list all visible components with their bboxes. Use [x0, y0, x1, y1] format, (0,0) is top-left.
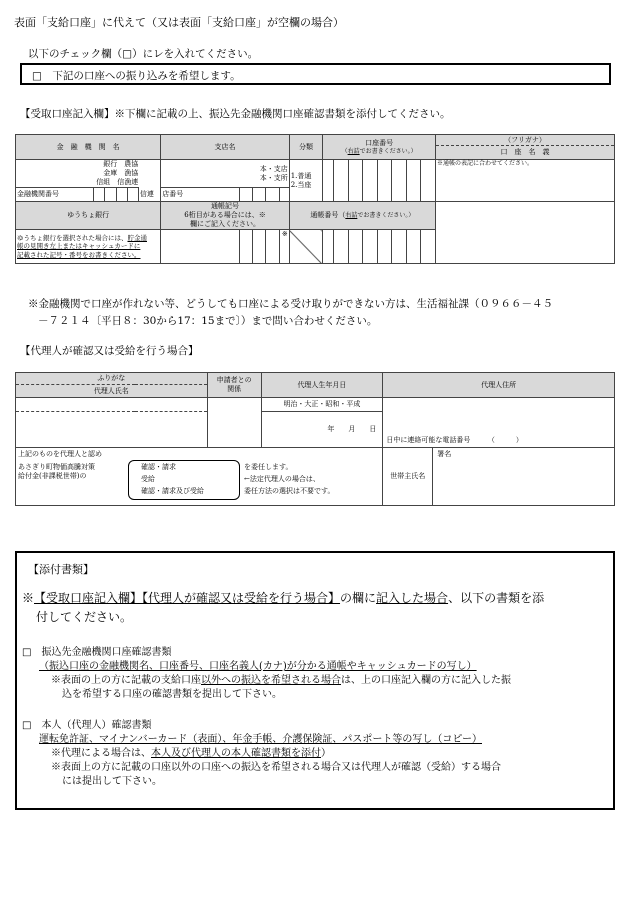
acct-digit[interactable]: [334, 160, 349, 202]
account-table: [15, 134, 615, 264]
yucho-header: ゆうちょ銀行: [16, 202, 161, 230]
phone-label: 日中に連絡可能な電話番号 （ ）: [386, 436, 523, 445]
bank-code-digit[interactable]: [94, 188, 105, 202]
attachments-box: [15, 551, 615, 810]
item2-detail: 運転免許証、マイナンバーカード（表面）、年金手帳、介護保険証、パスポート等の写し（コピー）: [39, 734, 482, 745]
birthdate-header: 代理人生年月日: [261, 373, 383, 398]
account-section-heading: 【受取口座記入欄】※下欄に記載の上、振込先金融機関口座確認書類を添付してください。: [20, 108, 451, 120]
yucho-note: ゆうちょ銀行を選択された場合には、貯金通 帳の見開き左上またはキャッシュカードに 記載された記号・番号をお書きください。: [16, 230, 161, 264]
birthdate-field[interactable]: 年 月 日: [261, 412, 383, 448]
agent-table: [15, 372, 615, 506]
holder-header: 口 座 名 義: [436, 146, 615, 160]
branch-code-digit[interactable]: [239, 188, 252, 202]
account-type-options[interactable]: 1.普通 2.当座: [289, 160, 323, 202]
entrust-text: を委任します。: [244, 463, 293, 471]
kana-header: （フリガナ）: [436, 135, 615, 146]
agent-name-header: 代理人氏名: [16, 385, 208, 398]
branch-code-digit[interactable]: [266, 188, 279, 202]
yucho-number-digit[interactable]: [392, 230, 407, 264]
branch-code-label: 店番号: [161, 188, 239, 202]
address-header: 代理人住所: [383, 373, 615, 398]
item2-note-3: には提出して下さい。: [62, 776, 162, 787]
furigana-header: ふりがな: [16, 373, 208, 385]
holder-note[interactable]: ※通帳の表記に合わせてください。: [436, 160, 615, 202]
acct-digit[interactable]: [392, 160, 407, 202]
yucho-number-header: 通帳番号（右詰でお書きください。）: [289, 202, 435, 230]
option-both[interactable]: 確認・請求及び受給: [141, 487, 204, 495]
yucho-symbol-digit[interactable]: [252, 230, 265, 264]
yucho-symbol-sixth[interactable]: ※: [279, 230, 289, 264]
agent-furigana-field[interactable]: [16, 398, 208, 412]
holder-name-field[interactable]: [436, 202, 615, 264]
branch-header: 支店名: [161, 135, 289, 160]
bank-types[interactable]: 銀行 農協 金庫 漁協 信組 信漁連: [16, 160, 161, 188]
bank-code-label: 金融機関番号: [16, 188, 94, 202]
agent-name-field[interactable]: [16, 412, 208, 448]
yucho-number-digit[interactable]: [406, 230, 421, 264]
legal-agent-note-2: 委任方法の選択は不要です。: [244, 487, 335, 495]
item1-note-2: 込を希望する口座の確認書類を提出して下さい。: [62, 689, 282, 700]
signature-field[interactable]: 署名: [433, 448, 615, 506]
notice-line-2: －７２１４〔平日８：30から17：15まで〕）まで問い合わせください。: [38, 315, 378, 327]
branch-code-digit[interactable]: [252, 188, 265, 202]
check-instruction: 以下のチェック欄（□）にレを入れてください。: [28, 48, 259, 60]
branch-types[interactable]: 本・支店 本・支所: [161, 160, 289, 188]
bank-name-header: 金 融 機 関 名: [16, 135, 161, 160]
transfer-request-checkbox-label[interactable]: □ 下記の口座への振り込みを希望します。: [32, 70, 241, 82]
acct-digit[interactable]: [421, 160, 436, 202]
page-title: 表面「支給口座」に代えて（又は表面「支給口座」が空欄の場合）: [14, 16, 344, 29]
bank-code-digit[interactable]: [105, 188, 116, 202]
delegation-cell: 上記のものを代理人と認め あさぎり町物価高騰対策 給付金(非課税世帯)の 確認・請求 受給 確認・請求及び受給 を委任します。 ←法定代理人の場合は、 委任方法の選択は不要です。: [16, 448, 383, 506]
relation-header: 申請者との 関係: [207, 373, 261, 398]
legal-agent-note: ←法定代理人の場合は、: [244, 475, 320, 483]
attachments-heading: 【添付書類】: [28, 563, 94, 576]
item2-note-1: ※代理による場合は、本人及び代理人の本人確認書類を添付）: [51, 748, 331, 759]
yucho-symbol-digit[interactable]: [266, 230, 279, 264]
yucho-number-digit[interactable]: [348, 230, 363, 264]
option-receive[interactable]: 受給: [141, 475, 155, 483]
relation-field[interactable]: [207, 398, 261, 448]
item1-note-1: ※表面の上の方に記載の支給口座以外への振込を希望される場合は、上の口座記入欄の方に記入した振: [51, 675, 511, 686]
item1-detail: （振込口座の金融機関名、口座番号、口座名義人(カナ)が分かる通帳やキャッシュカードの写し）: [39, 661, 477, 672]
attachments-lead-2: 付してください。: [36, 610, 133, 624]
bank-type-last: 信連: [138, 188, 160, 202]
item1-title[interactable]: □ 振込先金融機関口座確認書類: [22, 647, 172, 658]
householder-label: 世帯主氏名: [383, 448, 433, 506]
yucho-number-digit[interactable]: [323, 230, 334, 264]
bank-code-digit[interactable]: [127, 188, 138, 202]
yucho-number-digit[interactable]: [334, 230, 349, 264]
item2-note-2: ※表面上の方に記載の口座以外の口座への振込を希望される場合又は代理人が確認（受給）する場合: [51, 762, 501, 773]
attachments-lead-1: ※【受取口座記入欄】【代理人が確認又は受給を行う場合】の欄に記入した場合、以下の書類を添: [22, 591, 545, 605]
agent-section-heading: 【代理人が確認又は受給を行う場合】: [20, 345, 199, 357]
acct-digit[interactable]: [377, 160, 392, 202]
notice-line-1: ※金融機関で口座が作れない等、どうしても口座による受け取りができない方は、生活福祉課（０９６６－４５: [28, 298, 553, 310]
yucho-symbol-header: 通帳記号 6桁目がある場合には、※ 欄にご記入ください。: [161, 202, 289, 230]
acct-digit[interactable]: [348, 160, 363, 202]
transfer-request-box[interactable]: [20, 63, 611, 85]
bank-code-digit[interactable]: [116, 188, 127, 202]
yucho-slash-cell: [289, 230, 323, 264]
yucho-symbol-digit[interactable]: [161, 230, 239, 264]
acct-digit[interactable]: [323, 160, 334, 202]
yucho-number-digit[interactable]: [421, 230, 436, 264]
acct-digit[interactable]: [363, 160, 378, 202]
acct-digit[interactable]: [406, 160, 421, 202]
type-header: 分類: [289, 135, 323, 160]
yucho-number-digit[interactable]: [363, 230, 378, 264]
item2-title[interactable]: □ 本人（代理人）確認書類: [22, 720, 152, 731]
era-options[interactable]: 明治・大正・昭和・平成: [261, 398, 383, 412]
yucho-number-digit[interactable]: [377, 230, 392, 264]
address-field[interactable]: [383, 398, 615, 448]
option-confirm[interactable]: 確認・請求: [141, 463, 176, 471]
account-number-header: 口座番号 （右詰でお書きください。）: [323, 135, 436, 160]
yucho-symbol-digit[interactable]: [239, 230, 252, 264]
